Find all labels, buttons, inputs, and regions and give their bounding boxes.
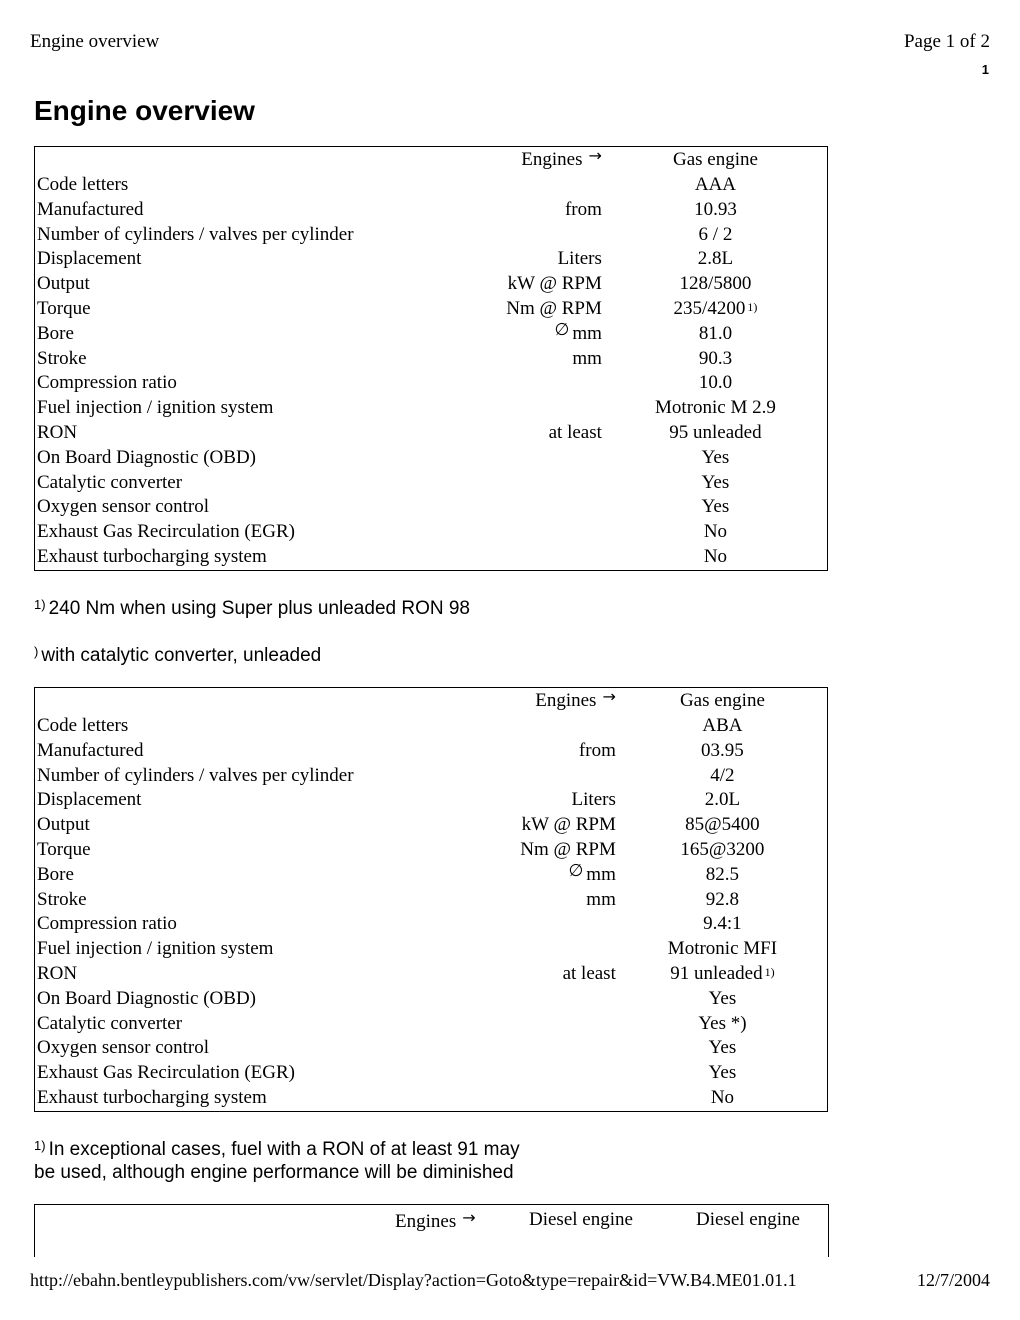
row-label: Displacement (37, 248, 142, 270)
row-value: Yes (701, 496, 730, 518)
footnote-2 (34, 644, 321, 667)
row-label: Manufactured (37, 739, 144, 761)
table-row (35, 421, 828, 446)
table-row (35, 1061, 828, 1086)
table-row (35, 912, 828, 937)
table-row (35, 173, 828, 198)
table-row (35, 937, 828, 962)
row-unit: at least (562, 962, 616, 984)
footnote-text: with catalytic converter, unleaded (41, 645, 322, 666)
row-label: Oxygen sensor control (37, 1037, 210, 1059)
row-value: AAA (694, 174, 737, 195)
row-unit (474, 1012, 618, 1037)
row-label: Code letters (37, 174, 129, 195)
row-value: 91 unleaded $^{1)}$ (670, 962, 775, 984)
table-row (35, 471, 828, 496)
engines-header: Engines → (535, 687, 616, 711)
row-value: Yes (708, 1037, 737, 1059)
row-unit: ∅ mm (554, 319, 602, 344)
table-row (35, 322, 828, 347)
row-value: 2.0L (704, 789, 741, 811)
row-unit: from (564, 198, 602, 220)
row-unit (474, 764, 618, 789)
row-unit (474, 495, 604, 520)
footnote-text: 240 Nm when using Super plus unleaded RON 98 (48, 598, 470, 619)
footnote-mark: 1) (34, 1138, 46, 1153)
right-arrow-icon: → (462, 1208, 476, 1227)
row-unit (474, 1036, 618, 1061)
row-unit (474, 1061, 618, 1086)
table-row (35, 495, 828, 520)
row-unit (474, 1086, 618, 1111)
table-row (35, 987, 828, 1012)
row-unit (474, 223, 604, 248)
footnote-text-line1: In exceptional cases, fuel with a RON of at least 91 may (48, 1139, 520, 1160)
row-value: Yes (701, 471, 730, 493)
row-label: Exhaust Gas Recirculation (EGR) (37, 1062, 296, 1084)
row-value: 165@3200 (680, 838, 765, 860)
header-page-indicator: Page 1 of 2 (903, 31, 990, 52)
row-value: 10.0 (698, 372, 733, 394)
row-value: Yes (708, 987, 737, 1009)
footer-url: http://ebahn.bentleypublishers.com/vw/servlet/Display?action=Goto&type=repair&id=VW.B4.ME01.01.1 (30, 1270, 797, 1290)
row-label: Bore (37, 322, 74, 344)
page-title: Engine overview (34, 95, 255, 126)
right-arrow-icon: → (602, 687, 616, 706)
row-unit: Nm @ RPM (520, 838, 616, 860)
row-label: Output (37, 814, 90, 836)
table-row (35, 396, 828, 421)
table-row (35, 888, 828, 913)
row-label: Number of cylinders / valves per cylinder (37, 764, 354, 786)
footnote-3 (34, 1138, 520, 1184)
engine-type-header: Diesel engine (696, 1209, 800, 1230)
row-unit: kW @ RPM (507, 273, 602, 295)
engine-table-diesel (34, 1204, 829, 1257)
row-unit: mm (586, 888, 616, 910)
engine-type-header: Gas engine (679, 690, 765, 711)
table-row (35, 247, 828, 272)
row-unit (474, 937, 618, 962)
row-label: RON (37, 962, 78, 984)
row-value: 128/5800 (679, 273, 752, 295)
engines-header: Engines → (395, 1208, 476, 1232)
table-row (35, 962, 828, 987)
row-label: Catalytic converter (37, 471, 183, 493)
table-row (35, 545, 828, 570)
row-value: 81.0 (698, 322, 733, 344)
table-row (35, 446, 828, 471)
footnote-mark: ) (34, 644, 39, 659)
table-row (35, 714, 828, 739)
row-label: RON (37, 421, 78, 443)
footnote-ref: 1) (747, 299, 758, 314)
footer-date: 12/7/2004 (916, 1270, 990, 1290)
table-row (35, 520, 828, 545)
row-label: Oxygen sensor control (37, 496, 210, 518)
row-value: No (703, 545, 728, 567)
row-value: No (710, 1086, 735, 1108)
table-row (35, 788, 828, 813)
row-label: Stroke (37, 347, 87, 369)
row-value: ABA (702, 715, 743, 736)
row-label: Catalytic converter (37, 1012, 183, 1034)
row-label: Fuel injection / ignition system (37, 938, 274, 960)
table-row (35, 1012, 828, 1037)
row-unit: Liters (571, 789, 616, 811)
engines-header: Engines → (521, 146, 602, 170)
row-unit: Nm @ RPM (506, 297, 602, 319)
table-row (35, 371, 828, 396)
row-label: Torque (37, 297, 91, 319)
row-value: 9.4:1 (703, 913, 742, 935)
row-value: 03.95 (701, 739, 744, 761)
table-row (35, 223, 828, 248)
row-label: On Board Diagnostic (OBD) (37, 987, 256, 1009)
row-value: 90.3 (698, 347, 733, 369)
table-row (35, 1036, 828, 1061)
row-unit: mm (572, 347, 602, 369)
row-value: Yes *) (698, 1012, 747, 1034)
row-value: 92.8 (705, 888, 740, 910)
row-value: 10.93 (694, 198, 737, 220)
table-row (35, 838, 828, 863)
row-label: Bore (37, 863, 74, 885)
row-value: 82.5 (705, 863, 740, 885)
footnote-text-line2: be used, although engine performance will be diminished (34, 1162, 514, 1183)
header-title: Engine overview (30, 31, 160, 52)
row-unit: at least (548, 421, 602, 443)
footnote-1 (34, 597, 470, 620)
engine-type-header: Diesel engine (529, 1209, 633, 1230)
row-unit: from (578, 739, 616, 761)
row-unit: Liters (557, 248, 602, 270)
row-value: 235/4200 $^{1)}$ (673, 297, 758, 319)
table-header-row (35, 688, 828, 715)
table-row (35, 813, 828, 838)
row-unit (474, 471, 604, 496)
row-unit (474, 545, 604, 570)
row-unit (474, 912, 618, 937)
diameter-icon: ∅ (568, 860, 584, 881)
row-label: Number of cylinders / valves per cylinder (37, 223, 354, 245)
row-unit (474, 446, 604, 471)
engine-table-aba (34, 687, 828, 1112)
row-value: 6 / 2 (698, 223, 733, 245)
row-label: Compression ratio (37, 913, 177, 935)
row-label: Stroke (37, 888, 87, 910)
row-label: On Board Diagnostic (OBD) (37, 446, 256, 468)
engine-type-header: Gas engine (672, 149, 758, 170)
table-row (35, 739, 828, 764)
footnote-ref: 1) (764, 964, 775, 979)
row-value: Motronic M 2.9 (655, 397, 776, 419)
row-label: Manufactured (37, 198, 144, 220)
table-row (35, 863, 828, 888)
row-label: Compression ratio (37, 372, 177, 394)
table-row (35, 764, 828, 789)
engine-table-aaa (34, 146, 828, 571)
row-label: Output (37, 273, 90, 295)
row-label: Exhaust Gas Recirculation (EGR) (37, 521, 296, 543)
row-label: Code letters (37, 715, 129, 736)
table-row (35, 198, 828, 223)
row-value: Yes (701, 446, 730, 468)
diameter-icon: ∅ (554, 319, 570, 340)
table-header-row (35, 147, 828, 174)
row-unit (474, 714, 618, 739)
row-label: Torque (37, 838, 91, 860)
row-label: Displacement (37, 789, 142, 811)
row-unit (474, 987, 618, 1012)
row-unit (474, 371, 604, 396)
right-arrow-icon: → (588, 146, 602, 165)
page-number: 1 (981, 62, 989, 77)
row-value: Motronic MFI (667, 938, 778, 960)
row-unit (474, 520, 604, 545)
row-label: Exhaust turbocharging system (37, 545, 267, 567)
row-value: 95 unleaded (669, 421, 762, 443)
row-label: Exhaust turbocharging system (37, 1086, 267, 1108)
row-unit (474, 173, 604, 198)
row-unit (474, 396, 604, 421)
footnote-mark: 1) (34, 597, 46, 612)
row-unit: ∅ mm (568, 860, 616, 885)
table-row (35, 347, 828, 372)
row-value: Yes (708, 1062, 737, 1084)
table-row (35, 297, 828, 322)
row-value: 2.8L (697, 248, 734, 270)
table-row (35, 272, 828, 297)
row-label: Fuel injection / ignition system (37, 397, 274, 419)
row-value: 4/2 (710, 764, 735, 786)
row-value: No (703, 521, 728, 543)
row-value: 85@5400 (685, 814, 760, 836)
row-unit: kW @ RPM (521, 814, 616, 836)
table-row (35, 1086, 828, 1111)
